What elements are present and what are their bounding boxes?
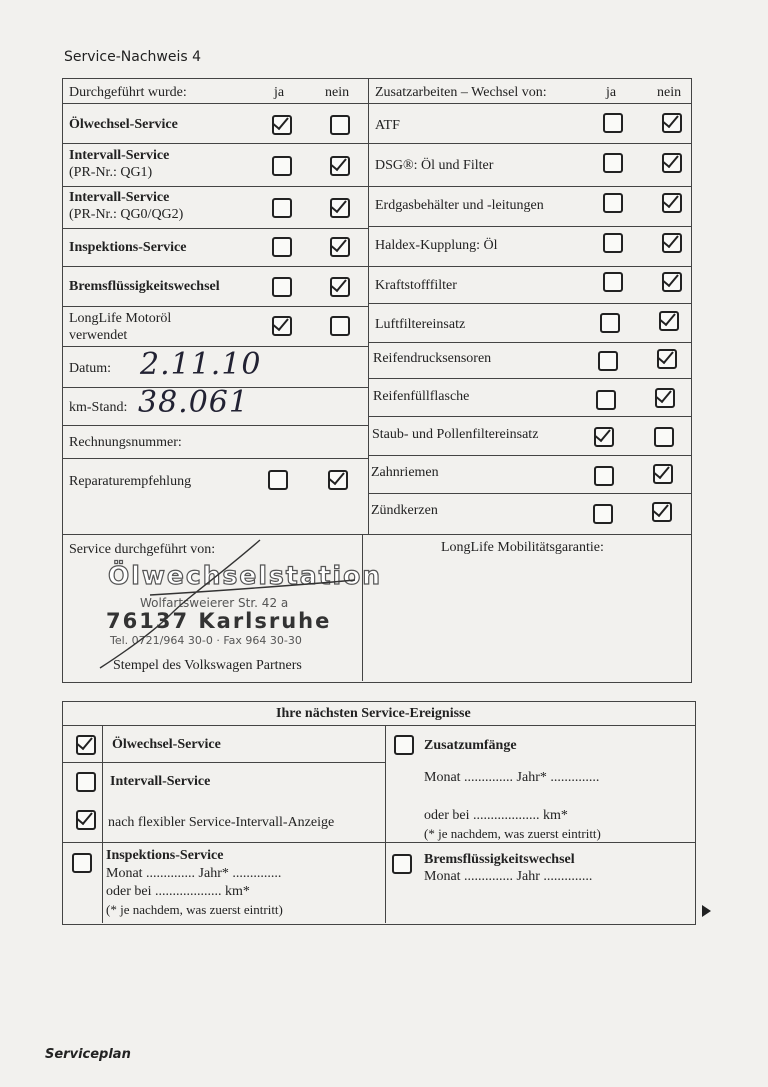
reparatur-ja-checkbox[interactable] <box>268 470 288 490</box>
next-zusatz-label: Zusatzumfänge <box>424 738 517 753</box>
left-row-label: LongLife Motoröl <box>69 311 172 326</box>
page-title: Service-Nachweis 4 <box>64 49 202 65</box>
signature-icon <box>80 535 370 675</box>
left-row-sublabel: (PR-Nr.: QG0/QG2) <box>69 207 184 222</box>
right-row-label: Luftfiltereinsatz <box>375 317 466 332</box>
zahnriemen-nein-checkbox[interactable] <box>653 464 673 484</box>
datum-value[interactable]: 2.11.10 <box>140 347 262 382</box>
next-flexibel-label: nach flexibler Service-Intervall-Anzeige <box>108 815 335 830</box>
next-page-arrow-icon[interactable] <box>702 905 711 917</box>
row-brems-nein-checkbox[interactable] <box>330 277 350 297</box>
mobility-label: LongLife Mobilitätsgarantie: <box>441 540 604 555</box>
right-row-label: Staub- und Pollenfiltereinsatz <box>372 427 539 442</box>
right-row-label: Reifendrucksensoren <box>373 351 492 366</box>
right-header: Zusatzarbeiten – Wechsel von: <box>375 85 547 100</box>
row-longlife-nein-checkbox[interactable] <box>330 316 350 336</box>
left-row-label: Inspektions-Service <box>69 240 187 255</box>
next-flexibel-checkbox[interactable] <box>76 810 96 830</box>
erdgas-nein-checkbox[interactable] <box>662 193 682 213</box>
next-events-title: Ihre nächsten Service-Ereignisse <box>276 706 471 721</box>
right-row-label: Zahnriemen <box>371 465 439 480</box>
next-inspektion-line1[interactable]: Monat .............. Jahr* .............. <box>106 866 282 881</box>
rechnung-label: Rechnungsnummer: <box>69 435 182 450</box>
row-intervall-qg0-ja-checkbox[interactable] <box>272 198 292 218</box>
reifenfuell-nein-checkbox[interactable] <box>655 388 675 408</box>
next-inspektion-line3: (* je nachdem, was zuerst eintritt) <box>106 902 283 917</box>
next-zusatz-line2[interactable]: oder bei ................... km* <box>424 808 568 823</box>
next-zusatz-checkbox[interactable] <box>394 735 414 755</box>
reparatur-nein-checkbox[interactable] <box>328 470 348 490</box>
kraftstoff-ja-checkbox[interactable] <box>603 272 623 292</box>
pollen-nein-checkbox[interactable] <box>654 427 674 447</box>
row-intervall-qg1-nein-checkbox[interactable] <box>330 156 350 176</box>
left-row-label: Intervall-Service <box>69 190 170 205</box>
luftfilter-nein-checkbox[interactable] <box>659 311 679 331</box>
row-longlife-ja-checkbox[interactable] <box>272 316 292 336</box>
next-brems-line1[interactable]: Monat .............. Jahr .............. <box>424 869 593 884</box>
reifendruck-nein-checkbox[interactable] <box>657 349 677 369</box>
stamp-phone: Tel. 0721/964 30-0 · Fax 964 30-30 <box>110 634 302 647</box>
next-inspektion-line2[interactable]: oder bei ................... km* <box>106 884 250 899</box>
right-row-label: Kraftstofffilter <box>375 278 457 293</box>
zuendkerzen-ja-checkbox[interactable] <box>593 504 613 524</box>
next-inspektion-checkbox[interactable] <box>72 853 92 873</box>
row-oelwechsel-ja-checkbox[interactable] <box>272 115 292 135</box>
service-by-label: Service durchgeführt von: <box>69 542 216 557</box>
pollen-ja-checkbox[interactable] <box>594 427 614 447</box>
dsg-nein-checkbox[interactable] <box>662 153 682 173</box>
reifenfuell-ja-checkbox[interactable] <box>596 390 616 410</box>
row-inspektion-ja-checkbox[interactable] <box>272 237 292 257</box>
stamp-street: Wolfartsweierer Str. 42 a <box>140 596 289 610</box>
dsg-ja-checkbox[interactable] <box>603 153 623 173</box>
right-row-label: Haldex-Kupplung: Öl <box>375 238 498 253</box>
left-row-sublabel: verwendet <box>69 328 128 343</box>
right-header-no: nein <box>657 85 682 100</box>
right-row-label: DSG®: Öl und Filter <box>375 158 494 173</box>
row-oelwechsel-nein-checkbox[interactable] <box>330 115 350 135</box>
km-value[interactable]: 38.061 <box>138 385 249 420</box>
right-row-label: Zündkerzen <box>371 503 438 518</box>
next-oelwechsel-checkbox[interactable] <box>76 735 96 755</box>
right-row-label: Reifenfüllflasche <box>373 389 470 404</box>
next-inspektion-label: Inspektions-Service <box>106 848 224 863</box>
left-row-label: Intervall-Service <box>69 148 170 163</box>
stamp-city: 76137 Karlsruhe <box>106 609 332 633</box>
right-row-label: ATF <box>375 118 400 133</box>
atf-nein-checkbox[interactable] <box>662 113 682 133</box>
next-zusatz-line3: (* je nachdem, was zuerst eintritt) <box>424 826 601 841</box>
luftfilter-ja-checkbox[interactable] <box>600 313 620 333</box>
row-brems-ja-checkbox[interactable] <box>272 277 292 297</box>
zahnriemen-ja-checkbox[interactable] <box>594 466 614 486</box>
next-zusatz-line1[interactable]: Monat .............. Jahr* .............. <box>424 770 600 785</box>
right-row-label: Erdgasbehälter und -leitungen <box>375 198 544 213</box>
row-inspektion-nein-checkbox[interactable] <box>330 237 350 257</box>
atf-ja-checkbox[interactable] <box>603 113 623 133</box>
left-header-no: nein <box>325 85 350 100</box>
next-brems-checkbox[interactable] <box>392 854 412 874</box>
right-header-yes: ja <box>606 85 617 100</box>
reifendruck-ja-checkbox[interactable] <box>598 351 618 371</box>
kraftstoff-nein-checkbox[interactable] <box>662 272 682 292</box>
next-intervall-label: Intervall-Service <box>110 774 211 789</box>
row-intervall-qg0-nein-checkbox[interactable] <box>330 198 350 218</box>
page-footer: Serviceplan <box>45 1047 131 1062</box>
row-intervall-qg1-ja-checkbox[interactable] <box>272 156 292 176</box>
stamp-name: Ölwechselstation <box>108 561 383 590</box>
left-row-label: Ölwechsel-Service <box>69 117 178 132</box>
stamp-caption: Stempel des Volkswagen Partners <box>113 658 302 673</box>
datum-label: Datum: <box>69 361 111 376</box>
left-header: Durchgeführt wurde: <box>69 85 187 100</box>
left-row-label: Bremsflüssigkeitswechsel <box>69 279 220 294</box>
left-row-sublabel: (PR-Nr.: QG1) <box>69 165 153 180</box>
next-brems-label: Bremsflüssigkeitswechsel <box>424 852 575 867</box>
erdgas-ja-checkbox[interactable] <box>603 193 623 213</box>
haldex-nein-checkbox[interactable] <box>662 233 682 253</box>
haldex-ja-checkbox[interactable] <box>603 233 623 253</box>
reparatur-label: Reparaturempfehlung <box>69 474 192 489</box>
next-oelwechsel-label: Ölwechsel-Service <box>112 737 221 752</box>
left-header-yes: ja <box>274 85 285 100</box>
zuendkerzen-nein-checkbox[interactable] <box>652 502 672 522</box>
next-intervall-checkbox[interactable] <box>76 772 96 792</box>
km-label: km-Stand: <box>69 400 128 415</box>
